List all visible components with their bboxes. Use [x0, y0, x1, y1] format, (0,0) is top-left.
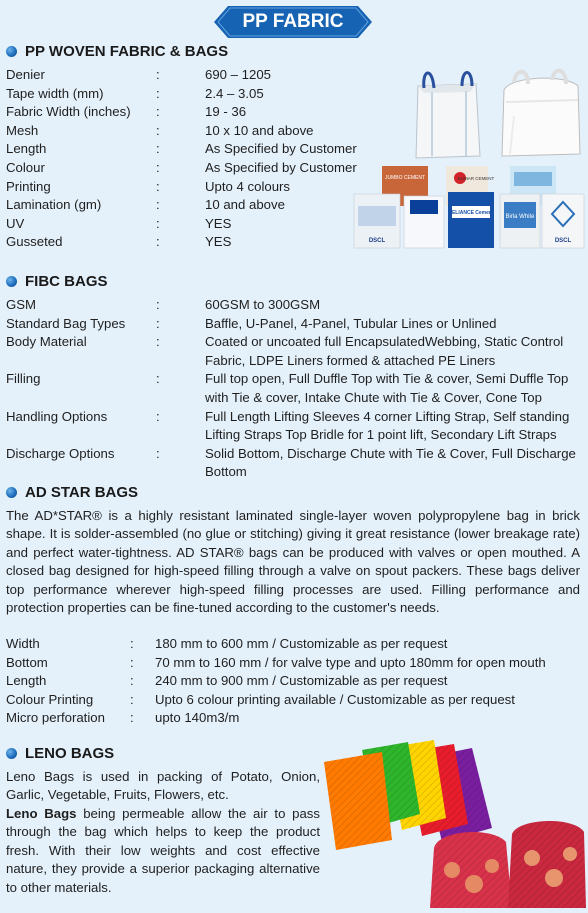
- fibc-heading-text: FIBC BAGS: [25, 273, 108, 290]
- bag-print-reliance: RELIANCE Cement: [448, 210, 494, 216]
- spec-colon: :: [156, 104, 160, 120]
- spec-value: YES: [205, 234, 232, 250]
- spec-row: [6, 296, 586, 315]
- spec-value: Coated or uncoated full EncapsulatedWebbing, Static Control Fabric, LDPE Liners formed & attached PE Liners: [205, 334, 564, 368]
- spec-colon: :: [156, 297, 160, 312]
- bullet-icon: [6, 46, 17, 57]
- spec-value: Solid Bottom, Discharge Chute with Tie & Cover, Full Discharge Bottom: [205, 445, 576, 480]
- spec-label: Tape width (mm): [6, 85, 104, 101]
- jumbo-bags-image: [410, 62, 586, 162]
- spec-value: 10 x 10 and above: [205, 122, 314, 138]
- spec-colon: :: [156, 159, 160, 175]
- bag-print-kumar: KUMAR CEMENT: [457, 176, 495, 181]
- spec-label: Printing: [6, 178, 51, 194]
- spec-colon: :: [130, 636, 134, 651]
- spec-colon: :: [156, 141, 160, 157]
- spec-colon: :: [130, 691, 134, 707]
- bag-print-jumbo: JUMBO CEMENT: [385, 175, 425, 181]
- leno-paragraph-2: [6, 805, 320, 897]
- spec-label: Length: [6, 141, 47, 157]
- spec-row: [6, 315, 586, 334]
- spec-colon: :: [156, 122, 160, 138]
- adstar-heading-text: AD STAR BAGS: [25, 484, 139, 501]
- spec-value: As Specified by Customer: [205, 159, 357, 175]
- spec-value: YES: [205, 215, 232, 231]
- spec-label: Colour: [6, 159, 45, 175]
- spec-value: 690 – 1205: [205, 67, 272, 82]
- spec-row: [6, 635, 586, 654]
- bullet-icon: [6, 276, 17, 287]
- spec-colon: :: [130, 654, 134, 670]
- adstar-paragraph: The AD*STAR® is a highly resistant laminated single-layer woven polypropylene bag in brick shape. It is solder-assembled (no glue or stitching) giving it great resistance (lower breakage rate) and perfect water-tightness. AD STAR® bags can be produced with valves or open mouthed. A closed bag designed for high-speed filling through a valve on spout packers. These bags deliver top performance wherever high-speed filling processes are used. Filling performance and protection properties can be fine-tuned according to the customer's needs.: [6, 508, 580, 616]
- spec-colon: :: [156, 315, 160, 331]
- pp-woven-heading-text: PP WOVEN FABRIC & BAGS: [25, 43, 229, 60]
- spec-value: 19 - 36: [205, 104, 247, 120]
- leno-paragraph-2-bold: Leno Bags: [6, 806, 77, 821]
- spec-colon: :: [156, 234, 160, 250]
- spec-label: Length: [6, 673, 47, 689]
- spec-row: [6, 408, 586, 445]
- spec-label: Bottom: [6, 654, 48, 670]
- spec-value: Full Length Lifting Sleeves 4 corner Lifting Strap, Self standing Lifting Straps Top Bridle for 1 point lift, Secondary Lift Straps: [205, 408, 570, 443]
- spec-row: [6, 672, 586, 691]
- leno-heading-text: LENO BAGS: [25, 745, 115, 762]
- bullet-icon: [6, 748, 17, 759]
- spec-colon: :: [156, 197, 160, 213]
- spec-label: Body Material: [6, 334, 87, 350]
- spec-value: upto 140m3/m: [155, 710, 240, 726]
- spec-label: Micro perforation: [6, 710, 105, 726]
- spec-colon: :: [156, 215, 160, 231]
- leno-heading: [6, 745, 114, 762]
- spec-colon: :: [156, 334, 160, 350]
- spec-label: Width: [6, 636, 40, 651]
- spec-label: Gusseted: [6, 234, 63, 250]
- spec-value: As Specified by Customer: [205, 141, 357, 157]
- spec-value: 180 mm to 600 mm / Customizable as per request: [155, 636, 448, 651]
- spec-label: Lamination (gm): [6, 197, 102, 213]
- spec-row: [6, 654, 586, 673]
- spec-label: UV: [6, 215, 25, 231]
- spec-label: Fabric Width (inches): [6, 104, 131, 120]
- spec-value: 60GSM to 300GSM: [205, 297, 321, 312]
- spec-value: Upto 6 colour printing available / Customizable as per request: [155, 691, 515, 707]
- bag-print-birla: Birla White: [505, 214, 535, 220]
- cement-bags-image: [352, 162, 586, 250]
- adstar-spec-list: [6, 635, 586, 728]
- spec-label: Mesh: [6, 122, 39, 138]
- spec-label: Denier: [6, 67, 45, 82]
- spec-colon: :: [156, 371, 160, 387]
- leno-paragraph-2-rest: being permeable allow the air to pass through the bag which helps to keep the product fresh. With their low weights and cost effective nature, they provide a superior packaging alternative to other materials.: [6, 806, 320, 895]
- leno-bags-image: [322, 738, 586, 908]
- bullet-icon: [6, 487, 17, 498]
- adstar-heading: [6, 484, 138, 501]
- spec-value: Full top open, Full Duffle Top with Tie & cover, Semi Duffle Top with Tie & cover, Intake Chute with Tie & Cover, Cone Top: [205, 371, 569, 405]
- spec-colon: :: [156, 67, 160, 82]
- spec-label: Handling Options: [6, 408, 108, 424]
- spec-value: 240 mm to 900 mm / Customizable as per request: [155, 673, 448, 689]
- spec-value: Baffle, U-Panel, 4-Panel, Tubular Lines or Unlined: [205, 315, 497, 331]
- bag-print-dscl-1: DSCL: [368, 238, 386, 244]
- bag-print-dscl-2: DSCL: [554, 238, 572, 244]
- spec-colon: :: [156, 408, 160, 424]
- banner-title: PP FABRIC: [242, 11, 344, 32]
- spec-row: [6, 445, 586, 482]
- spec-row: [6, 709, 586, 728]
- spec-colon: :: [156, 178, 160, 194]
- spec-label: GSM: [6, 297, 37, 312]
- fibc-heading: [6, 273, 108, 290]
- fibc-spec-list: [6, 296, 586, 482]
- spec-row: [6, 370, 586, 407]
- spec-value: 70 mm to 160 mm / for valve type and upto 180mm for open mouth: [155, 654, 546, 670]
- spec-colon: :: [130, 710, 134, 726]
- spec-label: Discharge Options: [6, 445, 115, 461]
- spec-label: Colour Printing: [6, 691, 94, 707]
- spec-label: Filling: [6, 371, 41, 387]
- spec-value: 10 and above: [205, 197, 285, 213]
- pp-woven-heading: [6, 43, 228, 60]
- spec-value: Upto 4 colours: [205, 178, 291, 194]
- spec-row: [6, 333, 586, 370]
- spec-colon: :: [156, 445, 160, 461]
- spec-colon: :: [130, 673, 134, 689]
- spec-row: [6, 691, 586, 710]
- spec-value: 2.4 – 3.05: [205, 85, 264, 101]
- spec-label: Standard Bag Types: [6, 315, 126, 331]
- spec-colon: :: [156, 85, 160, 101]
- section-banner: [214, 6, 372, 38]
- leno-paragraph-1: Leno Bags is used in packing of Potato, Onion, Garlic, Vegetable, Fruits, Flowers, etc.: [6, 769, 320, 803]
